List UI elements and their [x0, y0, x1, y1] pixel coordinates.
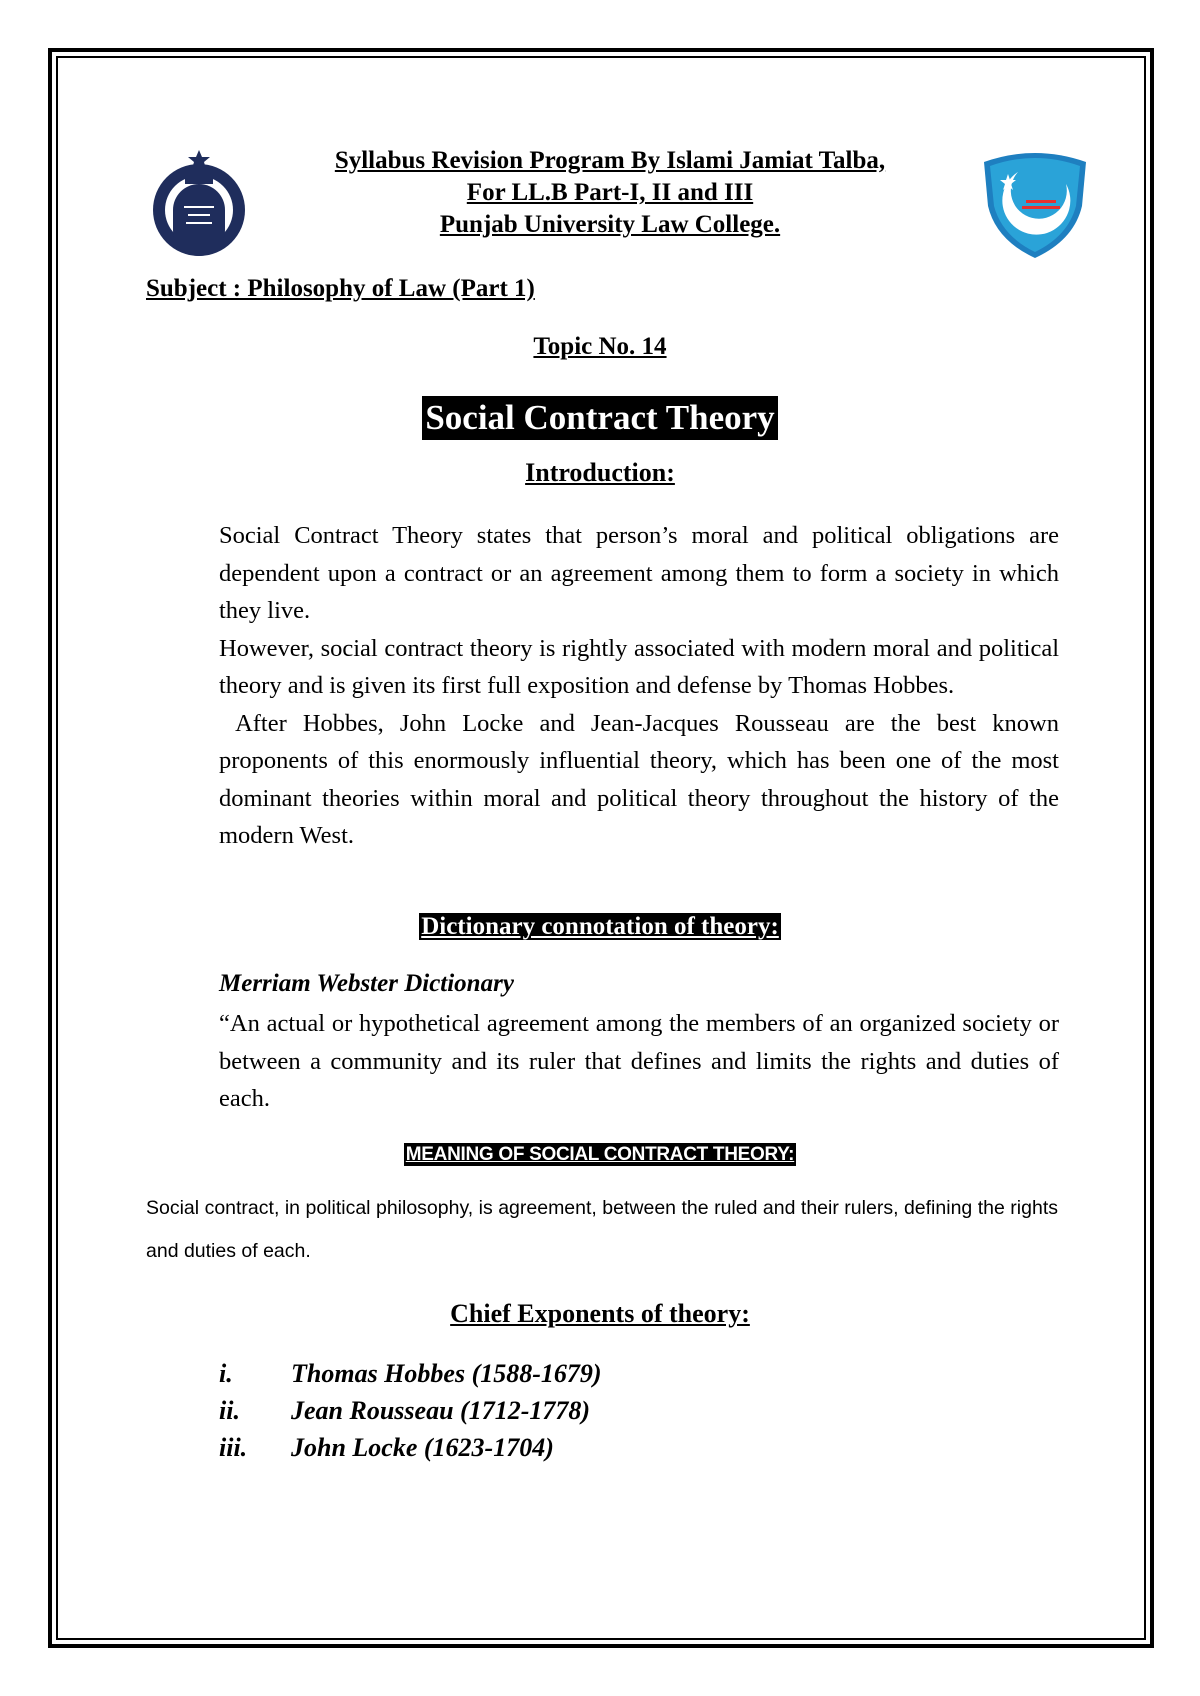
- list-item-number: i.: [219, 1359, 233, 1388]
- page-title: Social Contract Theory: [422, 396, 777, 440]
- meaning-heading: [0, 1144, 1200, 1166]
- introduction-body: [219, 517, 1066, 855]
- list-item-number: ii.: [219, 1396, 240, 1425]
- exponents-heading: [0, 1299, 1200, 1329]
- list-item: [219, 1355, 602, 1392]
- intro-paragraph-2: However, social contract theory is rightly associated with modern moral and political theory and is given its first full exposition and defense by Thomas Hobbes.: [219, 634, 1059, 699]
- list-item-name: John Locke (1623-1704): [291, 1433, 554, 1462]
- meaning-text: Social contract, in political philosophy, is agreement, between the ruled and their rulers, defining the rights and duties of each.: [146, 1197, 1058, 1262]
- program-header: [260, 145, 960, 241]
- dictionary-source: Merriam Webster Dictionary: [219, 970, 514, 997]
- list-item-number: iii.: [219, 1433, 248, 1462]
- meaning-heading-text: MEANING OF SOCIAL CONTRACT THEORY:: [405, 1144, 795, 1165]
- topic-number: [0, 333, 1200, 361]
- dictionary-definition: [219, 1005, 1059, 1118]
- list-item: [219, 1429, 602, 1466]
- exponents-heading-text: Chief Exponents of theory:: [450, 1299, 750, 1328]
- header-line-2: For LL.B Part-I, II and III: [466, 179, 754, 206]
- header-line-3: Punjab University Law College.: [439, 211, 781, 238]
- list-item-name: Thomas Hobbes (1588-1679): [291, 1359, 602, 1388]
- university-law-college-logo: [150, 148, 248, 258]
- page-title-wrap: [0, 396, 1200, 440]
- list-item: [219, 1392, 602, 1429]
- islami-jamiat-talba-logo: [978, 148, 1092, 260]
- list-item-name: Jean Rousseau (1712-1778): [291, 1396, 591, 1425]
- dictionary-definition-text: “An actual or hypothetical agreement among the members of an organized society or between a community and its ruler that defines and limits the rights and duties of each.: [219, 1010, 1059, 1112]
- exponents-list: [219, 1355, 602, 1466]
- dictionary-heading-text: Dictionary connotation of theory:: [421, 913, 779, 940]
- header-line-1: Syllabus Revision Program By Islami Jamiat Talba,: [334, 147, 886, 174]
- intro-paragraph-3: After Hobbes, John Locke and Jean-Jacques Rousseau are the best known proponents of this enormously influential theory, which has been one of the most dominant theories within moral and political theory throughout the history of the modern West.: [219, 709, 1066, 849]
- introduction-heading-text: Introduction:: [525, 458, 675, 487]
- subject-line: Subject : Philosophy of Law (Part 1): [146, 275, 535, 302]
- topic-number-text: Topic No. 14: [533, 333, 667, 360]
- dictionary-heading: [0, 913, 1200, 941]
- introduction-heading: [0, 458, 1200, 488]
- intro-paragraph-1: Social Contract Theory states that person’s moral and political obligations are dependent upon a contract or an agreement among them to form a society in which they live.: [219, 522, 1059, 624]
